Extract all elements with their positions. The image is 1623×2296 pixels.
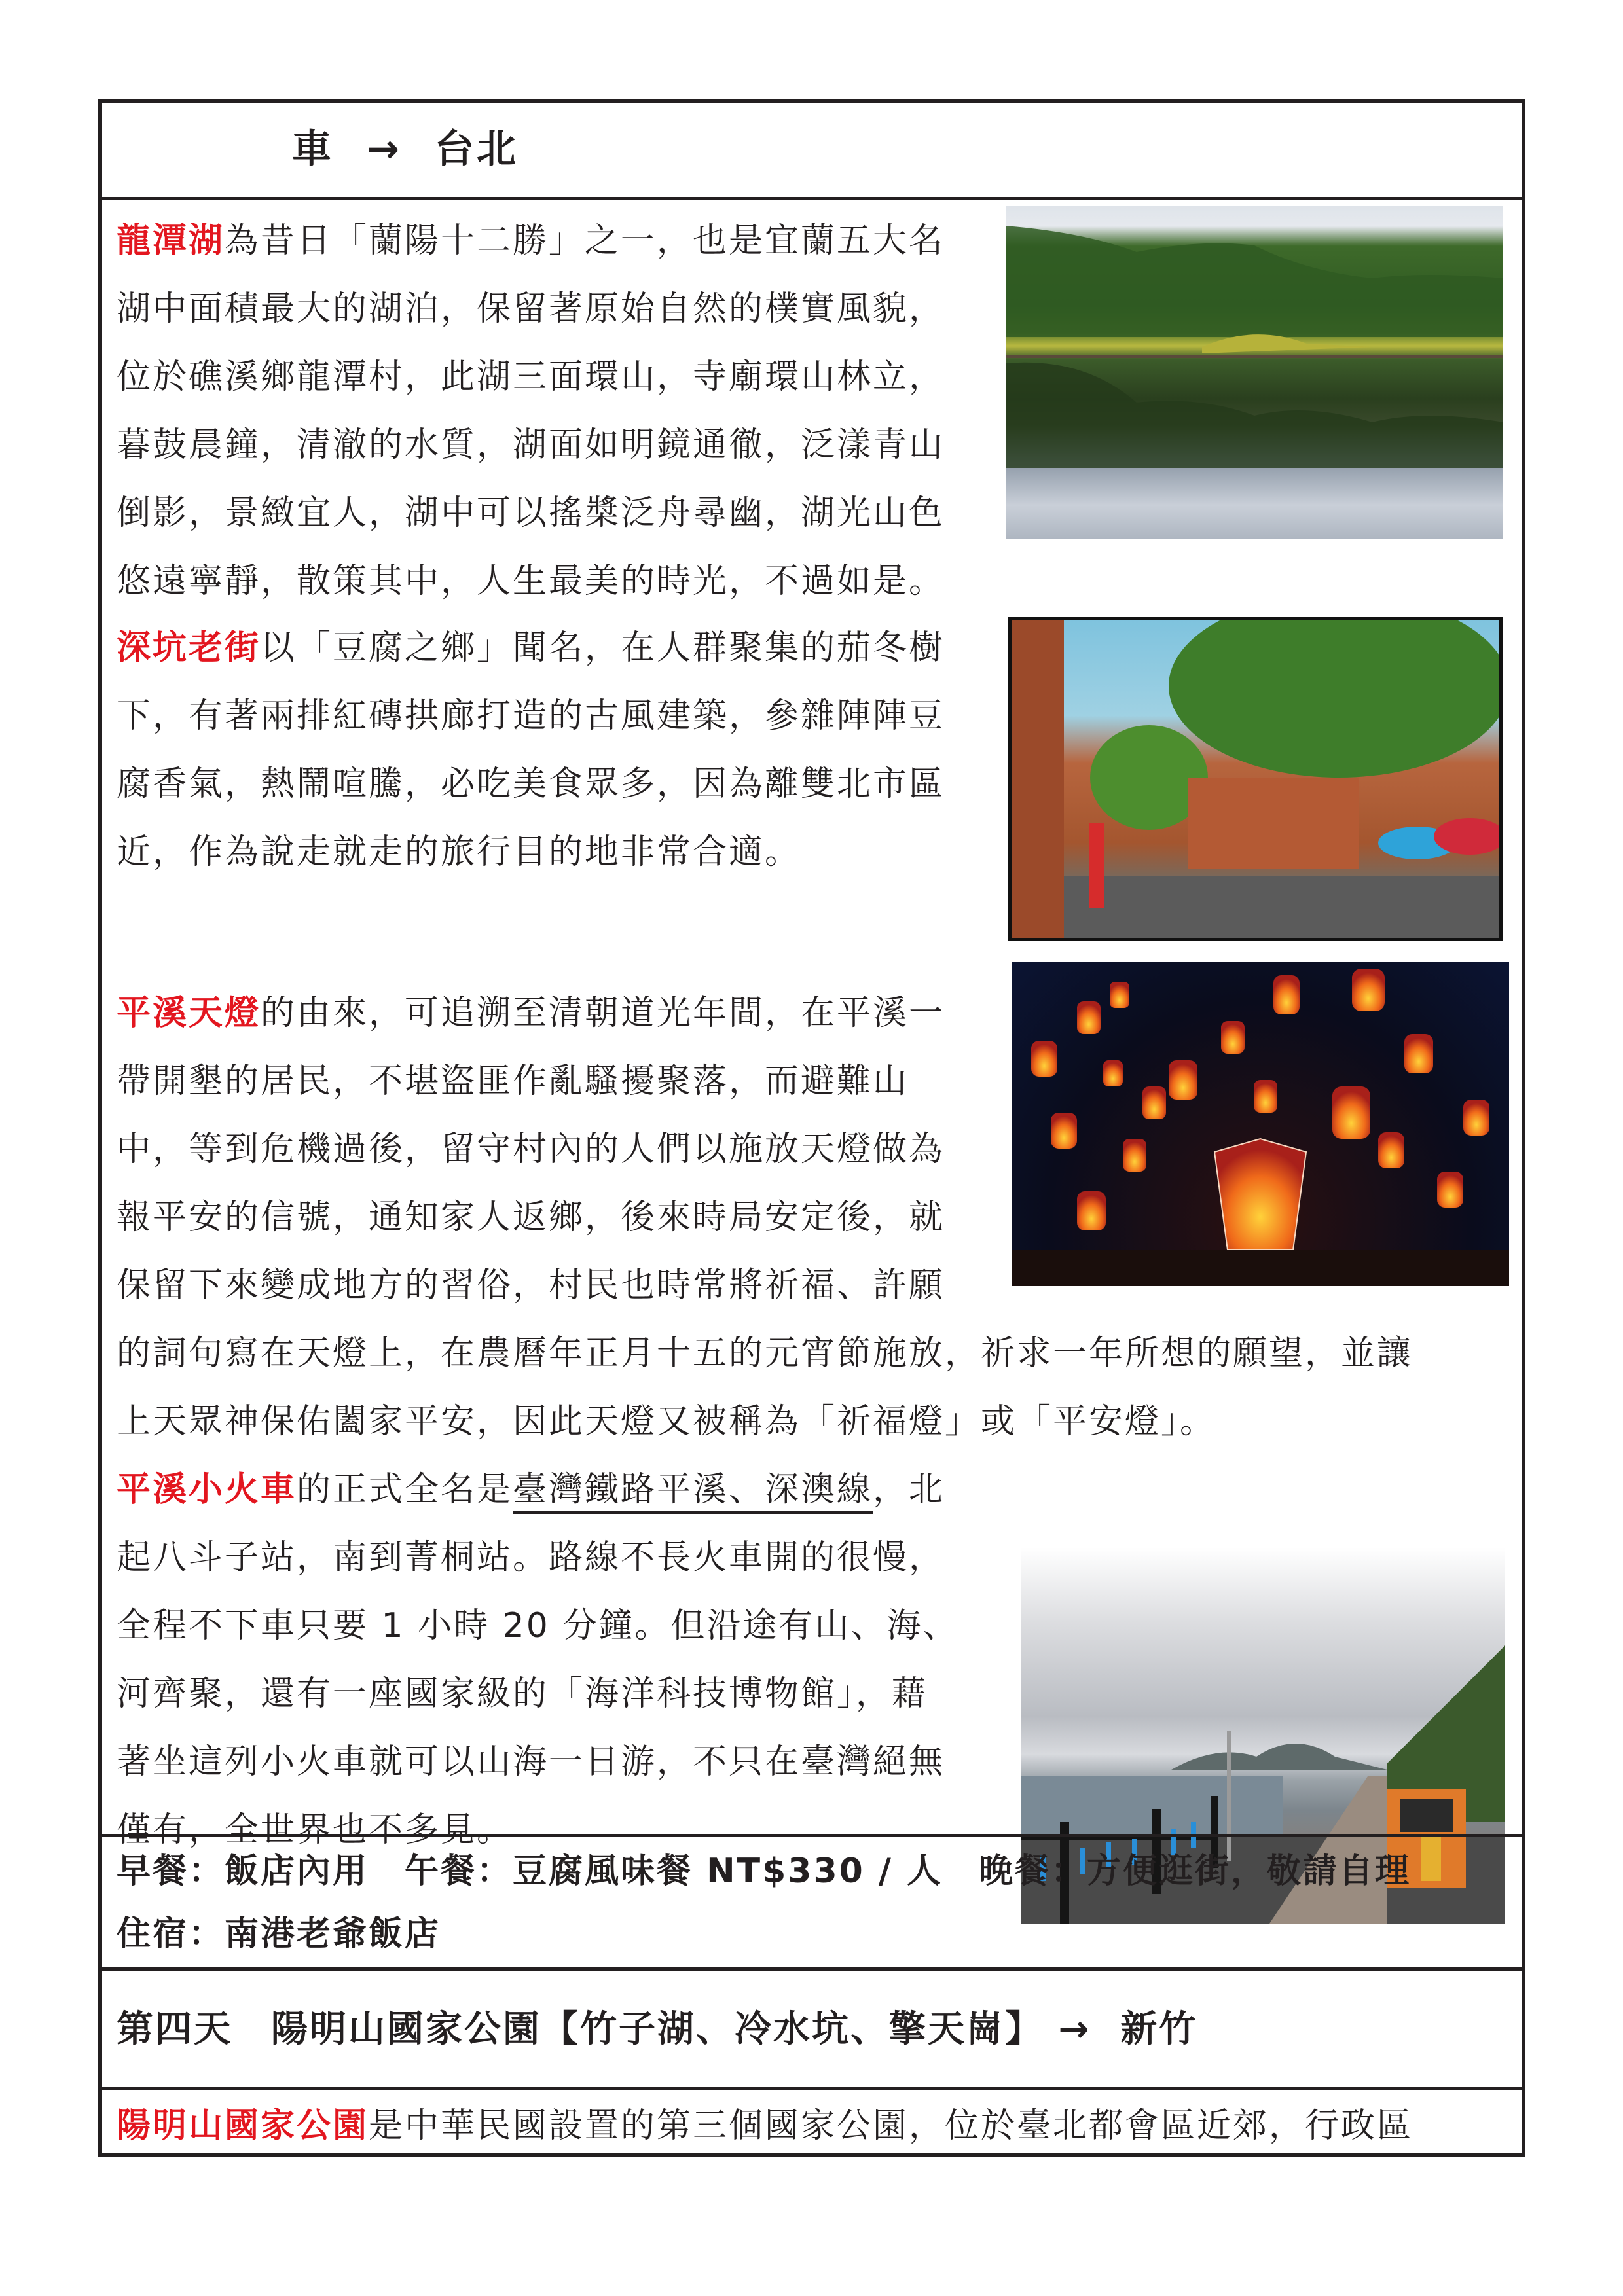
attraction-name: 平溪天燈 [117,994,261,1033]
text-line: 上天眾神保佑闔家平安，因此天燈又被稱為「祈福燈」或「平安燈」。 [117,1402,1216,1441]
day4-header-row [102,1967,1522,2087]
pingxi-train-paragraph [117,1456,958,1864]
longtan-lake-paragraph [117,207,945,615]
day-route-title: 車 → 台北 [292,126,519,172]
text-line: 腐香氣，熱鬧喧騰，必吃美食眾多，因為離雙北市區 [117,764,945,804]
attractions-row [102,197,1522,1932]
text-line: 起八斗子站，南到菁桐站。路線不長火車開的很慢， [117,1538,945,1577]
lanterns-illustration [1012,962,1509,1286]
lodging-info: 住宿：南港老爺飯店 [117,1914,441,1954]
text-line: 暮鼓晨鐘，清澈的水質，湖面如明鏡通徹，泛漾青山 [117,425,945,465]
text-line: 保留下來變成地方的習俗，村民也時常將祈福、許願 [117,1266,945,1305]
text-segment: 的正式全名是 [297,1470,513,1509]
text-line: 為昔日「蘭陽十二勝」之一，也是宜蘭五大名 [225,221,945,260]
day4-title: 第四天 陽明山國家公園【竹子湖、冷水坑、擎天崗】 → 新竹 [117,2008,1198,2051]
text-line: 近，作為說走就走的旅行目的地非常合適。 [117,833,801,872]
text-line: 僅有，全世界也不多見。 [117,1810,513,1850]
text-line: 悠遠寧靜，散策其中，人生最美的時光，不過如是。 [117,562,945,601]
text-segment: ，北 [873,1470,945,1509]
text-line: 報平安的信號，通知家人返鄉，後來時局安定後，就 [117,1198,945,1237]
itinerary-table [98,99,1525,2157]
text-line: 湖中面積最大的湖泊，保留著原始自然的樸實風貌， [117,289,945,329]
text-line: 河齊聚，還有一座國家級的「海洋科技博物館」，藉 [117,1674,928,1713]
text-line: 的由來，可追溯至清朝道光年間，在平溪一 [261,994,945,1033]
text-line: 全程不下車只要 1 小時 20 分鐘。但沿途有山、海、 [117,1606,959,1645]
text-line: 下，有著兩排紅磚拱廊打造的古風建築，參雜陣陣豆 [117,696,945,736]
railway-line-name: 臺灣鐵路平溪、深澳線 [513,1470,873,1514]
day-header-row [102,103,1522,197]
text-line: 中，等到危機過後，留守村內的人們以施放天燈做為 [117,1130,945,1169]
old-street-photo [1008,617,1503,941]
text-line: 的詞句寫在天燈上，在農曆年正月十五的元宵節施放，祈求一年所想的願望，並讓 [117,1334,1413,1373]
attraction-name: 陽明山國家公園 [117,2106,369,2145]
lake-scene-illustration [1006,206,1503,539]
street-scene-illustration [1012,620,1499,938]
attraction-name: 平溪小火車 [117,1470,297,1509]
attraction-name: 深坑老街 [117,628,261,668]
yangmingshan-intro-row [102,2087,1522,2157]
intro-text: 是中華民國設置的第三個國家公園，位於臺北都會區近郊，行政區 [369,2106,1413,2145]
text-line: 倒影，景緻宜人，湖中可以搖槳泛舟尋幽，湖光山色 [117,493,945,533]
text-line: 位於礁溪鄉龍潭村，此湖三面環山，寺廟環山林立， [117,357,945,397]
meals-row [102,1834,1522,1967]
yangmingshan-intro [117,2093,1413,2159]
text-line: 著坐這列小火車就可以山海一日游，不只在臺灣絕無 [117,1742,945,1782]
meals-info: 早餐：飯店內用 午餐：豆腐風味餐 NT$330 / 人 晚餐：方便逛街，敬請自理 [117,1852,1412,1891]
shenkeng-paragraph [117,614,945,886]
attraction-name: 龍潭湖 [117,221,225,260]
sky-lanterns-photo [1012,962,1509,1286]
text-line: 帶開墾的居民，不堪盜匪作亂騷擾聚落，而避難山 [117,1062,909,1101]
lake-reflection-photo [1006,206,1503,539]
text-line: 以「豆腐之鄉」聞名，在人群聚集的茄冬樹 [261,628,945,668]
